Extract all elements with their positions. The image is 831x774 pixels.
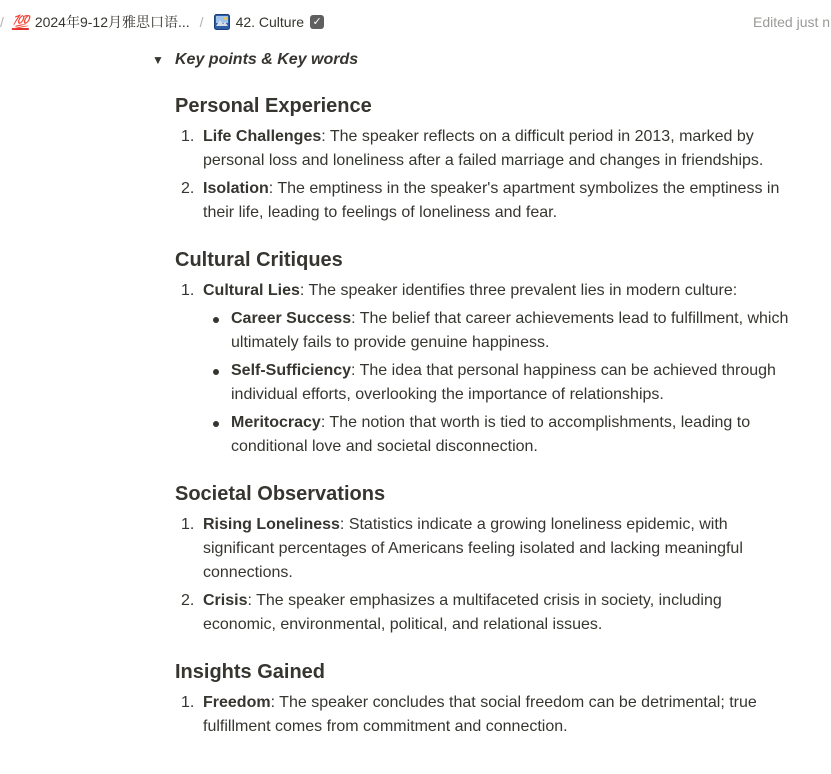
section-heading: Personal Experience	[175, 95, 372, 117]
item-text: : The speaker identifies three prevalent lies in modern culture:	[299, 282, 738, 299]
list-item	[175, 589, 795, 637]
checkmark-icon: ✓	[310, 15, 324, 29]
breadcrumb-bar	[0, 0, 831, 44]
section-societal-observations	[175, 479, 795, 637]
breadcrumb-separator: /	[199, 14, 204, 30]
item-text: : The idea that personal happiness can be achieved through individual efforts, overlooking the importance of relationships.	[231, 362, 776, 403]
breadcrumb-item-culture[interactable]	[214, 14, 324, 30]
key-term: Career Success	[231, 310, 352, 327]
numbered-list	[175, 125, 795, 225]
section-heading: Insights Gained	[175, 661, 326, 683]
item-text: : The speaker emphasizes a multifaceted crisis in society, including economic, environmental, political, and relational issues.	[203, 592, 722, 633]
list-number: 1.	[181, 128, 195, 145]
bulleted-list	[175, 307, 795, 459]
toggle-block[interactable]	[152, 48, 358, 72]
key-term: Rising Loneliness	[203, 516, 340, 533]
list-number: 1.	[181, 282, 195, 299]
toggle-content	[175, 88, 795, 759]
section-personal-experience	[175, 91, 795, 225]
numbered-list	[175, 691, 795, 739]
bullet-item	[175, 307, 795, 355]
item-text: : The emptiness in the speaker's apartment symbolizes the emptiness in their life, leading to feelings of loneliness and fear.	[203, 180, 780, 221]
list-item	[175, 177, 795, 225]
bullet-dot	[213, 369, 219, 375]
bullet-item	[175, 359, 795, 407]
key-term: Meritocracy	[231, 414, 321, 431]
list-number: 2.	[181, 592, 195, 609]
list-item	[175, 691, 795, 739]
section-cultural-critiques	[175, 245, 795, 459]
section-heading: Cultural Critiques	[175, 249, 343, 271]
key-term: Crisis	[203, 592, 248, 609]
bullet-dot	[213, 317, 219, 323]
section-heading: Societal Observations	[175, 483, 386, 505]
list-item	[175, 279, 795, 303]
breadcrumb-item-label: 2024年9-12月雅思口语...	[34, 14, 190, 30]
edit-status: Edited just n	[753, 14, 831, 30]
key-term: Isolation	[203, 180, 269, 197]
item-text: : The notion that worth is tied to accomplishments, leading to conditional love and societal disconnection.	[231, 414, 751, 455]
item-text: : The belief that career achievements lead to fulfillment, which ultimately fails to provide genuine happiness.	[231, 310, 789, 351]
list-number: 1.	[181, 694, 195, 711]
page-picture-icon	[214, 14, 230, 30]
item-text: : The speaker reflects on a difficult period in 2013, marked by personal loss and loneliness after a failed marriage and changes in friendships.	[203, 128, 764, 169]
numbered-list	[175, 279, 795, 303]
numbered-list	[175, 513, 795, 637]
section-insights-gained	[175, 657, 795, 739]
item-text: : The speaker concludes that social freedom can be detrimental; true fulfillment comes from commitment and connection.	[203, 694, 757, 735]
breadcrumb-item-course[interactable]	[12, 12, 190, 32]
list-item	[175, 125, 795, 173]
list-number: 1.	[181, 516, 195, 533]
bullet-item	[175, 411, 795, 459]
item-text: : Statistics indicate a growing loneliness epidemic, with significant percentages of Americans feeling isolated and lacking meaningful connections.	[203, 516, 743, 581]
key-term: Freedom	[203, 694, 271, 711]
breadcrumb-separator: /	[0, 14, 4, 30]
100-emoji-icon: 💯	[11, 13, 29, 30]
key-term: Cultural Lies	[203, 282, 300, 299]
bullet-dot	[213, 421, 219, 427]
key-term: Self-Sufficiency	[231, 362, 352, 379]
toggle-title: Key points & Key words	[175, 51, 359, 68]
key-term: Life Challenges	[203, 128, 322, 145]
list-item	[175, 513, 795, 585]
list-number: 2.	[181, 180, 195, 197]
toggle-triangle-icon[interactable]: ▼	[152, 53, 164, 67]
breadcrumb-item-label: 42. Culture	[235, 14, 305, 30]
